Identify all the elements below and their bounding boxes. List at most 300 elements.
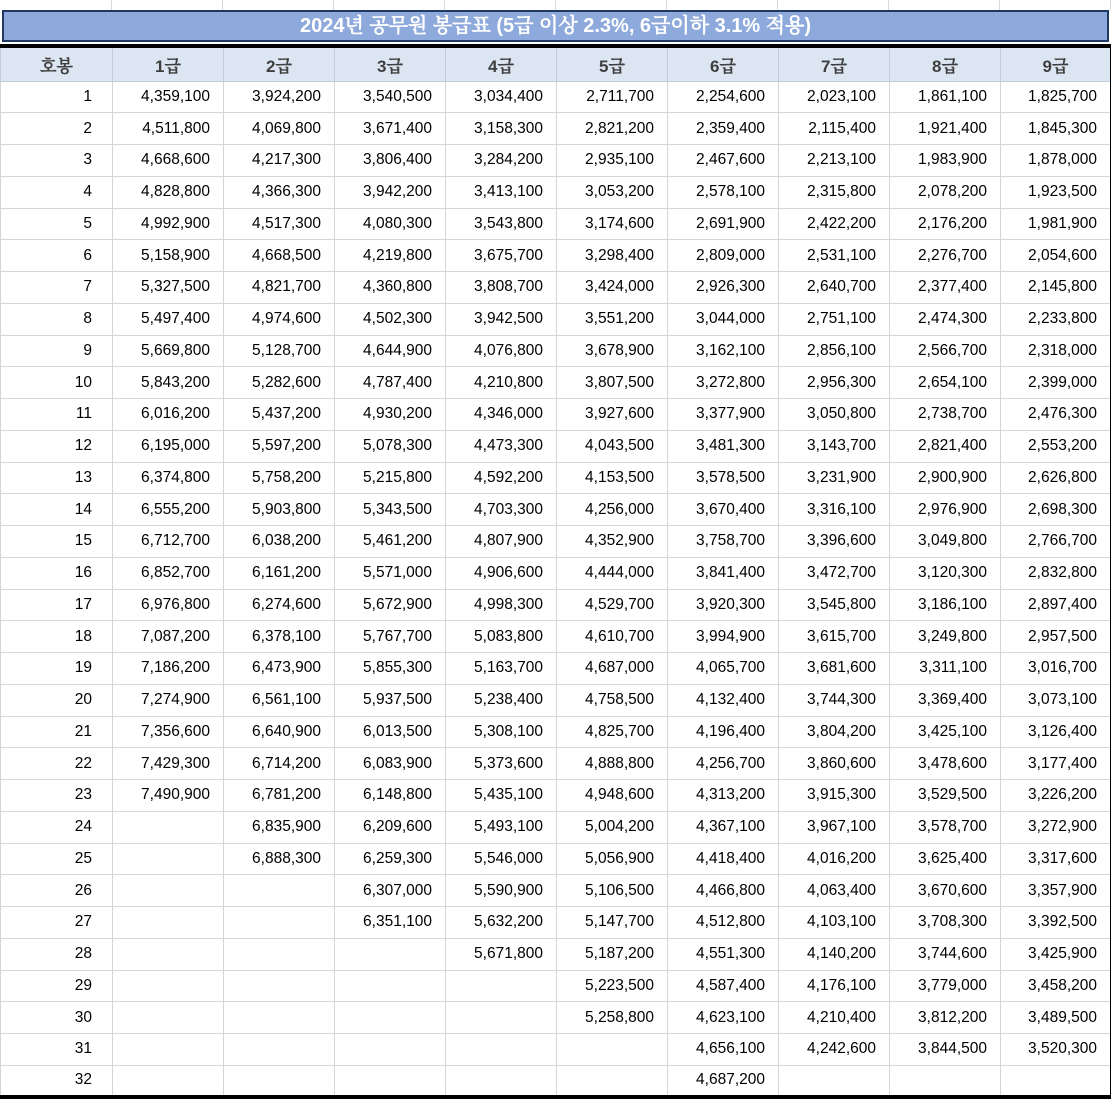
salary-cell[interactable]: 2,276,700 [890, 240, 1001, 272]
salary-cell[interactable]: 3,158,300 [446, 113, 557, 145]
column-header-grade-3[interactable]: 3급 [335, 48, 446, 81]
salary-cell[interactable]: 5,571,000 [335, 557, 446, 589]
row-number[interactable]: 17 [1, 589, 113, 621]
salary-cell[interactable]: 4,992,900 [113, 208, 224, 240]
salary-cell[interactable]: 5,187,200 [557, 938, 668, 970]
row-number[interactable]: 19 [1, 653, 113, 685]
salary-cell[interactable]: 2,926,300 [668, 272, 779, 304]
salary-cell[interactable]: 3,126,400 [1001, 716, 1111, 748]
salary-cell[interactable]: 2,566,700 [890, 335, 1001, 367]
salary-cell[interactable]: 3,034,400 [446, 81, 557, 113]
salary-cell[interactable] [113, 875, 224, 907]
salary-cell[interactable]: 6,555,200 [113, 494, 224, 526]
salary-cell[interactable] [335, 1065, 446, 1097]
salary-cell[interactable]: 6,976,800 [113, 589, 224, 621]
salary-cell[interactable]: 3,120,300 [890, 557, 1001, 589]
salary-cell[interactable]: 6,013,500 [335, 716, 446, 748]
column-header-grade-8[interactable]: 8급 [890, 48, 1001, 81]
salary-cell[interactable] [446, 1034, 557, 1066]
salary-cell[interactable]: 2,531,100 [779, 240, 890, 272]
salary-cell[interactable]: 3,272,800 [668, 367, 779, 399]
salary-cell[interactable]: 4,140,200 [779, 938, 890, 970]
salary-cell[interactable]: 1,825,700 [1001, 81, 1111, 113]
salary-cell[interactable]: 2,640,700 [779, 272, 890, 304]
salary-cell[interactable]: 4,103,100 [779, 907, 890, 939]
salary-cell[interactable]: 2,738,700 [890, 399, 1001, 431]
salary-cell[interactable]: 2,856,100 [779, 335, 890, 367]
salary-cell[interactable]: 1,861,100 [890, 81, 1001, 113]
salary-cell[interactable]: 5,437,200 [224, 399, 335, 431]
salary-cell[interactable]: 7,274,900 [113, 684, 224, 716]
salary-cell[interactable]: 5,223,500 [557, 970, 668, 1002]
salary-cell[interactable]: 5,546,000 [446, 843, 557, 875]
salary-cell[interactable]: 3,520,300 [1001, 1034, 1111, 1066]
salary-cell[interactable]: 2,315,800 [779, 176, 890, 208]
salary-cell[interactable] [224, 970, 335, 1002]
salary-cell[interactable]: 4,656,100 [668, 1034, 779, 1066]
row-number[interactable]: 22 [1, 748, 113, 780]
salary-cell[interactable]: 3,284,200 [446, 145, 557, 177]
salary-cell[interactable]: 4,644,900 [335, 335, 446, 367]
row-number[interactable]: 2 [1, 113, 113, 145]
salary-cell[interactable]: 5,669,800 [113, 335, 224, 367]
salary-cell[interactable]: 4,787,400 [335, 367, 446, 399]
salary-cell[interactable]: 2,691,900 [668, 208, 779, 240]
salary-cell[interactable]: 4,623,100 [668, 1002, 779, 1034]
salary-cell[interactable]: 2,467,600 [668, 145, 779, 177]
salary-cell[interactable]: 3,670,600 [890, 875, 1001, 907]
salary-cell[interactable] [113, 1002, 224, 1034]
salary-cell[interactable]: 4,065,700 [668, 653, 779, 685]
salary-cell[interactable]: 5,497,400 [113, 303, 224, 335]
salary-cell[interactable]: 3,174,600 [557, 208, 668, 240]
salary-cell[interactable]: 2,054,600 [1001, 240, 1111, 272]
salary-cell[interactable]: 4,703,300 [446, 494, 557, 526]
column-header-grade-9[interactable]: 9급 [1001, 48, 1111, 81]
salary-cell[interactable]: 6,038,200 [224, 526, 335, 558]
salary-cell[interactable]: 4,668,500 [224, 240, 335, 272]
salary-cell[interactable]: 5,590,900 [446, 875, 557, 907]
salary-cell[interactable] [1001, 1065, 1111, 1097]
salary-cell[interactable]: 2,578,100 [668, 176, 779, 208]
salary-cell[interactable]: 5,758,200 [224, 462, 335, 494]
salary-cell[interactable]: 4,196,400 [668, 716, 779, 748]
salary-cell[interactable]: 6,852,700 [113, 557, 224, 589]
salary-cell[interactable] [224, 1002, 335, 1034]
salary-cell[interactable]: 3,844,500 [890, 1034, 1001, 1066]
salary-cell[interactable]: 4,176,100 [779, 970, 890, 1002]
salary-cell[interactable]: 4,242,600 [779, 1034, 890, 1066]
salary-cell[interactable]: 6,351,100 [335, 907, 446, 939]
salary-cell[interactable]: 6,378,100 [224, 621, 335, 653]
column-header-grade-4[interactable]: 4급 [446, 48, 557, 81]
salary-cell[interactable]: 3,860,600 [779, 748, 890, 780]
salary-cell[interactable]: 7,429,300 [113, 748, 224, 780]
salary-cell[interactable]: 3,226,200 [1001, 780, 1111, 812]
salary-cell[interactable]: 4,016,200 [779, 843, 890, 875]
salary-cell[interactable]: 2,023,100 [779, 81, 890, 113]
salary-cell[interactable]: 1,981,900 [1001, 208, 1111, 240]
salary-cell[interactable]: 5,238,400 [446, 684, 557, 716]
salary-cell[interactable]: 2,377,400 [890, 272, 1001, 304]
row-number[interactable]: 11 [1, 399, 113, 431]
salary-cell[interactable]: 6,016,200 [113, 399, 224, 431]
salary-cell[interactable]: 5,903,800 [224, 494, 335, 526]
row-number[interactable]: 4 [1, 176, 113, 208]
salary-cell[interactable]: 4,256,000 [557, 494, 668, 526]
salary-cell[interactable]: 3,016,700 [1001, 653, 1111, 685]
salary-cell[interactable]: 5,308,100 [446, 716, 557, 748]
salary-cell[interactable]: 4,359,100 [113, 81, 224, 113]
salary-cell[interactable] [335, 1002, 446, 1034]
salary-cell[interactable] [224, 1034, 335, 1066]
salary-cell[interactable]: 4,346,000 [446, 399, 557, 431]
salary-cell[interactable]: 3,049,800 [890, 526, 1001, 558]
row-number[interactable]: 10 [1, 367, 113, 399]
salary-cell[interactable]: 3,298,400 [557, 240, 668, 272]
row-number[interactable]: 23 [1, 780, 113, 812]
column-header-grade-7[interactable]: 7급 [779, 48, 890, 81]
salary-cell[interactable]: 5,258,800 [557, 1002, 668, 1034]
salary-cell[interactable]: 3,392,500 [1001, 907, 1111, 939]
salary-cell[interactable]: 2,399,000 [1001, 367, 1111, 399]
salary-cell[interactable]: 3,806,400 [335, 145, 446, 177]
salary-cell[interactable]: 4,610,700 [557, 621, 668, 653]
salary-cell[interactable]: 2,698,300 [1001, 494, 1111, 526]
salary-cell[interactable] [113, 1065, 224, 1097]
salary-cell[interactable]: 4,687,200 [668, 1065, 779, 1097]
salary-cell[interactable]: 3,808,700 [446, 272, 557, 304]
salary-cell[interactable]: 3,472,700 [779, 557, 890, 589]
row-number[interactable]: 24 [1, 811, 113, 843]
row-number[interactable]: 27 [1, 907, 113, 939]
salary-cell[interactable]: 3,316,100 [779, 494, 890, 526]
salary-cell[interactable]: 4,687,000 [557, 653, 668, 685]
salary-cell[interactable]: 5,282,600 [224, 367, 335, 399]
salary-cell[interactable]: 7,356,600 [113, 716, 224, 748]
salary-cell[interactable]: 3,044,000 [668, 303, 779, 335]
salary-cell[interactable]: 6,712,700 [113, 526, 224, 558]
salary-cell[interactable]: 6,307,000 [335, 875, 446, 907]
salary-cell[interactable]: 3,671,400 [335, 113, 446, 145]
salary-cell[interactable]: 5,078,300 [335, 430, 446, 462]
salary-cell[interactable]: 1,983,900 [890, 145, 1001, 177]
row-number[interactable]: 21 [1, 716, 113, 748]
salary-cell[interactable] [113, 938, 224, 970]
salary-cell[interactable] [113, 811, 224, 843]
salary-cell[interactable]: 3,540,500 [335, 81, 446, 113]
salary-cell[interactable]: 5,056,900 [557, 843, 668, 875]
salary-cell[interactable] [890, 1065, 1001, 1097]
salary-cell[interactable]: 4,076,800 [446, 335, 557, 367]
salary-cell[interactable]: 4,948,600 [557, 780, 668, 812]
row-number[interactable]: 15 [1, 526, 113, 558]
salary-cell[interactable]: 2,821,200 [557, 113, 668, 145]
row-number[interactable]: 3 [1, 145, 113, 177]
salary-cell[interactable]: 6,161,200 [224, 557, 335, 589]
salary-cell[interactable]: 6,259,300 [335, 843, 446, 875]
salary-cell[interactable]: 3,053,200 [557, 176, 668, 208]
salary-cell[interactable]: 2,078,200 [890, 176, 1001, 208]
salary-cell[interactable]: 1,921,400 [890, 113, 1001, 145]
salary-cell[interactable]: 3,357,900 [1001, 875, 1111, 907]
salary-cell[interactable]: 4,352,900 [557, 526, 668, 558]
salary-cell[interactable]: 5,461,200 [335, 526, 446, 558]
salary-cell[interactable]: 2,474,300 [890, 303, 1001, 335]
salary-cell[interactable]: 3,927,600 [557, 399, 668, 431]
salary-cell[interactable]: 5,083,800 [446, 621, 557, 653]
salary-cell[interactable]: 3,162,100 [668, 335, 779, 367]
salary-cell[interactable]: 3,920,300 [668, 589, 779, 621]
salary-cell[interactable] [557, 1034, 668, 1066]
salary-cell[interactable]: 2,897,400 [1001, 589, 1111, 621]
salary-cell[interactable]: 5,937,500 [335, 684, 446, 716]
salary-cell[interactable]: 4,758,500 [557, 684, 668, 716]
salary-cell[interactable]: 4,080,300 [335, 208, 446, 240]
salary-cell[interactable]: 5,215,800 [335, 462, 446, 494]
salary-cell[interactable]: 4,998,300 [446, 589, 557, 621]
row-number[interactable]: 28 [1, 938, 113, 970]
salary-cell[interactable]: 4,043,500 [557, 430, 668, 462]
salary-cell[interactable]: 5,128,700 [224, 335, 335, 367]
salary-cell[interactable]: 2,935,100 [557, 145, 668, 177]
row-number[interactable]: 14 [1, 494, 113, 526]
salary-cell[interactable]: 6,083,900 [335, 748, 446, 780]
row-number[interactable]: 30 [1, 1002, 113, 1034]
salary-cell[interactable]: 3,675,700 [446, 240, 557, 272]
salary-cell[interactable]: 2,956,300 [779, 367, 890, 399]
salary-cell[interactable]: 4,821,700 [224, 272, 335, 304]
salary-cell[interactable]: 4,974,600 [224, 303, 335, 335]
column-header-grade-1[interactable]: 1급 [113, 48, 224, 81]
salary-cell[interactable]: 6,781,200 [224, 780, 335, 812]
salary-cell[interactable]: 3,481,300 [668, 430, 779, 462]
salary-cell[interactable]: 4,930,200 [335, 399, 446, 431]
row-number[interactable]: 1 [1, 81, 113, 113]
salary-cell[interactable]: 4,444,000 [557, 557, 668, 589]
salary-cell[interactable]: 2,976,900 [890, 494, 1001, 526]
row-number[interactable]: 13 [1, 462, 113, 494]
salary-cell[interactable]: 7,087,200 [113, 621, 224, 653]
salary-cell[interactable]: 4,210,800 [446, 367, 557, 399]
salary-cell[interactable]: 2,553,200 [1001, 430, 1111, 462]
salary-cell[interactable]: 4,219,800 [335, 240, 446, 272]
salary-cell[interactable]: 5,855,300 [335, 653, 446, 685]
salary-cell[interactable]: 4,668,600 [113, 145, 224, 177]
salary-cell[interactable]: 3,478,600 [890, 748, 1001, 780]
salary-cell[interactable]: 2,626,800 [1001, 462, 1111, 494]
salary-cell[interactable]: 3,529,500 [890, 780, 1001, 812]
salary-cell[interactable]: 2,233,800 [1001, 303, 1111, 335]
salary-cell[interactable]: 6,888,300 [224, 843, 335, 875]
salary-cell[interactable] [224, 1065, 335, 1097]
row-number[interactable]: 29 [1, 970, 113, 1002]
salary-cell[interactable]: 6,640,900 [224, 716, 335, 748]
salary-cell[interactable]: 5,671,800 [446, 938, 557, 970]
salary-cell[interactable]: 2,115,400 [779, 113, 890, 145]
salary-cell[interactable]: 5,158,900 [113, 240, 224, 272]
salary-cell[interactable] [224, 938, 335, 970]
salary-cell[interactable]: 3,994,900 [668, 621, 779, 653]
salary-cell[interactable]: 4,063,400 [779, 875, 890, 907]
salary-cell[interactable]: 3,841,400 [668, 557, 779, 589]
salary-cell[interactable]: 5,767,700 [335, 621, 446, 653]
row-number[interactable]: 12 [1, 430, 113, 462]
salary-cell[interactable]: 2,213,100 [779, 145, 890, 177]
salary-cell[interactable]: 3,942,200 [335, 176, 446, 208]
row-number[interactable]: 26 [1, 875, 113, 907]
salary-cell[interactable]: 3,073,100 [1001, 684, 1111, 716]
salary-cell[interactable]: 4,313,200 [668, 780, 779, 812]
salary-cell[interactable]: 5,435,100 [446, 780, 557, 812]
salary-cell[interactable]: 1,845,300 [1001, 113, 1111, 145]
salary-cell[interactable]: 2,176,200 [890, 208, 1001, 240]
salary-cell[interactable]: 3,489,500 [1001, 1002, 1111, 1034]
salary-cell[interactable]: 4,807,900 [446, 526, 557, 558]
row-number[interactable]: 6 [1, 240, 113, 272]
row-number[interactable]: 7 [1, 272, 113, 304]
salary-cell[interactable]: 3,804,200 [779, 716, 890, 748]
column-header-grade-6[interactable]: 6급 [668, 48, 779, 81]
salary-cell[interactable]: 2,254,600 [668, 81, 779, 113]
salary-cell[interactable] [335, 970, 446, 1002]
salary-cell[interactable]: 2,359,400 [668, 113, 779, 145]
salary-cell[interactable]: 3,458,200 [1001, 970, 1111, 1002]
salary-cell[interactable] [113, 1034, 224, 1066]
salary-cell[interactable]: 4,256,700 [668, 748, 779, 780]
row-number[interactable]: 5 [1, 208, 113, 240]
salary-cell[interactable]: 6,274,600 [224, 589, 335, 621]
row-number[interactable]: 9 [1, 335, 113, 367]
column-header-grade-2[interactable]: 2급 [224, 48, 335, 81]
salary-cell[interactable]: 3,317,600 [1001, 843, 1111, 875]
salary-cell[interactable] [224, 875, 335, 907]
salary-cell[interactable]: 3,311,100 [890, 653, 1001, 685]
salary-cell[interactable]: 3,942,500 [446, 303, 557, 335]
row-number[interactable]: 32 [1, 1065, 113, 1097]
salary-cell[interactable] [446, 1002, 557, 1034]
salary-cell[interactable]: 5,843,200 [113, 367, 224, 399]
salary-cell[interactable]: 6,835,900 [224, 811, 335, 843]
salary-cell[interactable]: 4,551,300 [668, 938, 779, 970]
salary-cell[interactable]: 3,924,200 [224, 81, 335, 113]
salary-cell[interactable]: 4,828,800 [113, 176, 224, 208]
salary-cell[interactable]: 3,143,700 [779, 430, 890, 462]
salary-cell[interactable]: 4,069,800 [224, 113, 335, 145]
salary-cell[interactable]: 3,779,000 [890, 970, 1001, 1002]
salary-cell[interactable] [335, 1034, 446, 1066]
salary-cell[interactable]: 3,615,700 [779, 621, 890, 653]
salary-cell[interactable]: 3,369,400 [890, 684, 1001, 716]
salary-cell[interactable]: 3,413,100 [446, 176, 557, 208]
salary-cell[interactable]: 5,597,200 [224, 430, 335, 462]
table-title[interactable]: 2024년 공무원 봉급표 (5급 이상 2.3%, 6급이하 3.1% 적용) [2, 10, 1109, 42]
salary-cell[interactable]: 6,561,100 [224, 684, 335, 716]
salary-cell[interactable]: 4,592,200 [446, 462, 557, 494]
salary-cell[interactable]: 6,714,200 [224, 748, 335, 780]
salary-cell[interactable]: 4,906,600 [446, 557, 557, 589]
salary-cell[interactable]: 3,708,300 [890, 907, 1001, 939]
salary-cell[interactable]: 5,004,200 [557, 811, 668, 843]
salary-cell[interactable]: 4,888,800 [557, 748, 668, 780]
salary-cell[interactable] [113, 843, 224, 875]
salary-cell[interactable]: 5,632,200 [446, 907, 557, 939]
salary-cell[interactable]: 3,425,100 [890, 716, 1001, 748]
column-header-grade-5[interactable]: 5급 [557, 48, 668, 81]
salary-cell[interactable]: 3,425,900 [1001, 938, 1111, 970]
salary-cell[interactable]: 4,473,300 [446, 430, 557, 462]
salary-cell[interactable]: 2,422,200 [779, 208, 890, 240]
salary-cell[interactable]: 4,511,800 [113, 113, 224, 145]
salary-cell[interactable] [557, 1065, 668, 1097]
salary-cell[interactable]: 3,915,300 [779, 780, 890, 812]
row-number[interactable]: 8 [1, 303, 113, 335]
salary-cell[interactable]: 3,231,900 [779, 462, 890, 494]
salary-cell[interactable]: 4,512,800 [668, 907, 779, 939]
salary-cell[interactable]: 6,195,000 [113, 430, 224, 462]
salary-cell[interactable]: 4,825,700 [557, 716, 668, 748]
salary-cell[interactable]: 2,766,700 [1001, 526, 1111, 558]
salary-cell[interactable]: 5,147,700 [557, 907, 668, 939]
salary-cell[interactable]: 4,466,800 [668, 875, 779, 907]
salary-cell[interactable]: 1,878,000 [1001, 145, 1111, 177]
salary-cell[interactable]: 5,343,500 [335, 494, 446, 526]
salary-cell[interactable] [113, 907, 224, 939]
salary-cell[interactable]: 5,327,500 [113, 272, 224, 304]
row-number[interactable]: 18 [1, 621, 113, 653]
salary-cell[interactable]: 2,751,100 [779, 303, 890, 335]
row-number[interactable]: 20 [1, 684, 113, 716]
salary-cell[interactable]: 2,821,400 [890, 430, 1001, 462]
salary-cell[interactable]: 3,758,700 [668, 526, 779, 558]
salary-cell[interactable] [113, 970, 224, 1002]
salary-cell[interactable]: 4,360,800 [335, 272, 446, 304]
salary-cell[interactable]: 4,529,700 [557, 589, 668, 621]
salary-cell[interactable] [224, 907, 335, 939]
salary-cell[interactable]: 6,148,800 [335, 780, 446, 812]
salary-cell[interactable]: 3,543,800 [446, 208, 557, 240]
salary-cell[interactable]: 3,396,600 [779, 526, 890, 558]
salary-cell[interactable]: 3,551,200 [557, 303, 668, 335]
salary-cell[interactable]: 3,272,900 [1001, 811, 1111, 843]
salary-cell[interactable]: 4,210,400 [779, 1002, 890, 1034]
salary-cell[interactable]: 4,517,300 [224, 208, 335, 240]
row-number[interactable]: 16 [1, 557, 113, 589]
salary-cell[interactable]: 4,418,400 [668, 843, 779, 875]
row-number[interactable]: 31 [1, 1034, 113, 1066]
salary-cell[interactable] [335, 938, 446, 970]
salary-cell[interactable]: 3,186,100 [890, 589, 1001, 621]
salary-cell[interactable]: 4,132,400 [668, 684, 779, 716]
salary-cell[interactable]: 3,967,100 [779, 811, 890, 843]
salary-cell[interactable]: 3,625,400 [890, 843, 1001, 875]
salary-cell[interactable]: 3,812,200 [890, 1002, 1001, 1034]
salary-cell[interactable]: 3,050,800 [779, 399, 890, 431]
salary-cell[interactable]: 2,832,800 [1001, 557, 1111, 589]
row-number[interactable]: 25 [1, 843, 113, 875]
salary-cell[interactable]: 7,490,900 [113, 780, 224, 812]
salary-cell[interactable]: 5,672,900 [335, 589, 446, 621]
salary-cell[interactable]: 3,678,900 [557, 335, 668, 367]
salary-cell[interactable] [446, 970, 557, 1002]
salary-cell[interactable]: 5,163,700 [446, 653, 557, 685]
salary-cell[interactable]: 2,900,900 [890, 462, 1001, 494]
salary-cell[interactable]: 3,578,700 [890, 811, 1001, 843]
salary-cell[interactable]: 5,493,100 [446, 811, 557, 843]
salary-cell[interactable]: 4,367,100 [668, 811, 779, 843]
salary-cell[interactable]: 3,424,000 [557, 272, 668, 304]
salary-cell[interactable]: 5,106,500 [557, 875, 668, 907]
